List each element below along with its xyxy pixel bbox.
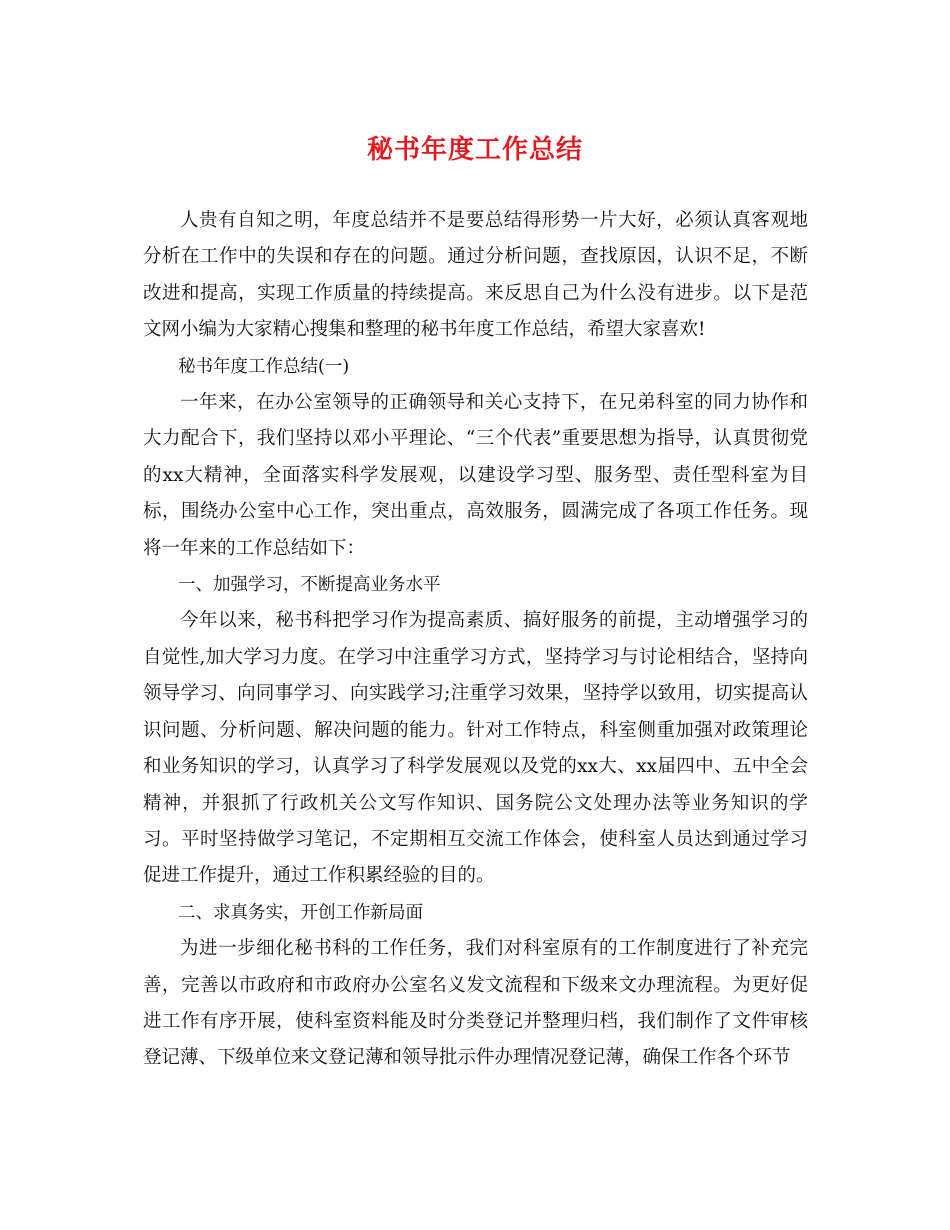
document-title: 秘书年度工作总结 bbox=[366, 135, 583, 165]
intro-paragraph: 人贵有自知之明，年度总结并不是要总结得形势一片大好，必须认真客观地分析在工作中的失误和存在的问题。通过分析问题，查找原因，认识不足，不断改进和提高，实现工作质量的持续提高。来反思自己为什么没有进步。以下是范文网小编为大家精心搜集和整理的秘书年度工作总结，希望大家喜欢! bbox=[143, 210, 808, 341]
practical-paragraph: 为进一步细化秘书科的工作任务，我们对科室原有的工作制度进行了补充完善，完善以市政府和市政府办公室名义发文流程和下级来文办理流程。为更好促进工作有序开展，使科室资料能及时分类登记并整理归档，我们制作了文件审核登记薄、下级单位来文登记薄和领导批示件办理情况登记薄，确保工作各个环节 bbox=[143, 938, 808, 1069]
document-body bbox=[143, 203, 808, 1077]
study-paragraph: 今年以来，秘书科把学习作为提高素质、搞好服务的前提，主动增强学习的自觉性,加大学习力度。在学习中注重学习方式，坚持学习与讨论相结合，坚持向领导学习、向同事学习、向实践学习;注重学习效果，坚持学以致用，切实提高认识问题、分析问题、解决问题的能力。针对工作特点，科室侧重加强对政策理论和业务知识的学习，认真学习了科学发展观以及党的xx大、xx届四中、五中全会精神，并狠抓了行政机关公文写作知识、国务院公文处理办法等业务知识的学习。平时坚持做学习笔记，不定期相互交流工作体会，使科室人员达到通过学习促进工作提升，通过工作积累经验的目的。 bbox=[143, 610, 808, 887]
section-heading-practical: 二、求真务实，开创工作新局面 bbox=[178, 902, 423, 923]
section-heading-summary-one: 秘书年度工作总结(一) bbox=[178, 356, 350, 377]
section-heading-study: 一、加强学习，不断提高业务水平 bbox=[178, 575, 441, 596]
overview-paragraph: 一年来，在办公室领导的正确领导和关心支持下，在兄弟科室的同力协作和大力配合下，我们坚持以邓小平理论、“三个代表”重要思想为指导，认真贯彻党的xx大精神，全面落实科学发展观，以建设学习型、服务型、责任型科室为目标，围绕办公室中心工作，突出重点，高效服务，圆满完成了各项工作任务。现将一年来的工作总结如下： bbox=[143, 392, 808, 559]
